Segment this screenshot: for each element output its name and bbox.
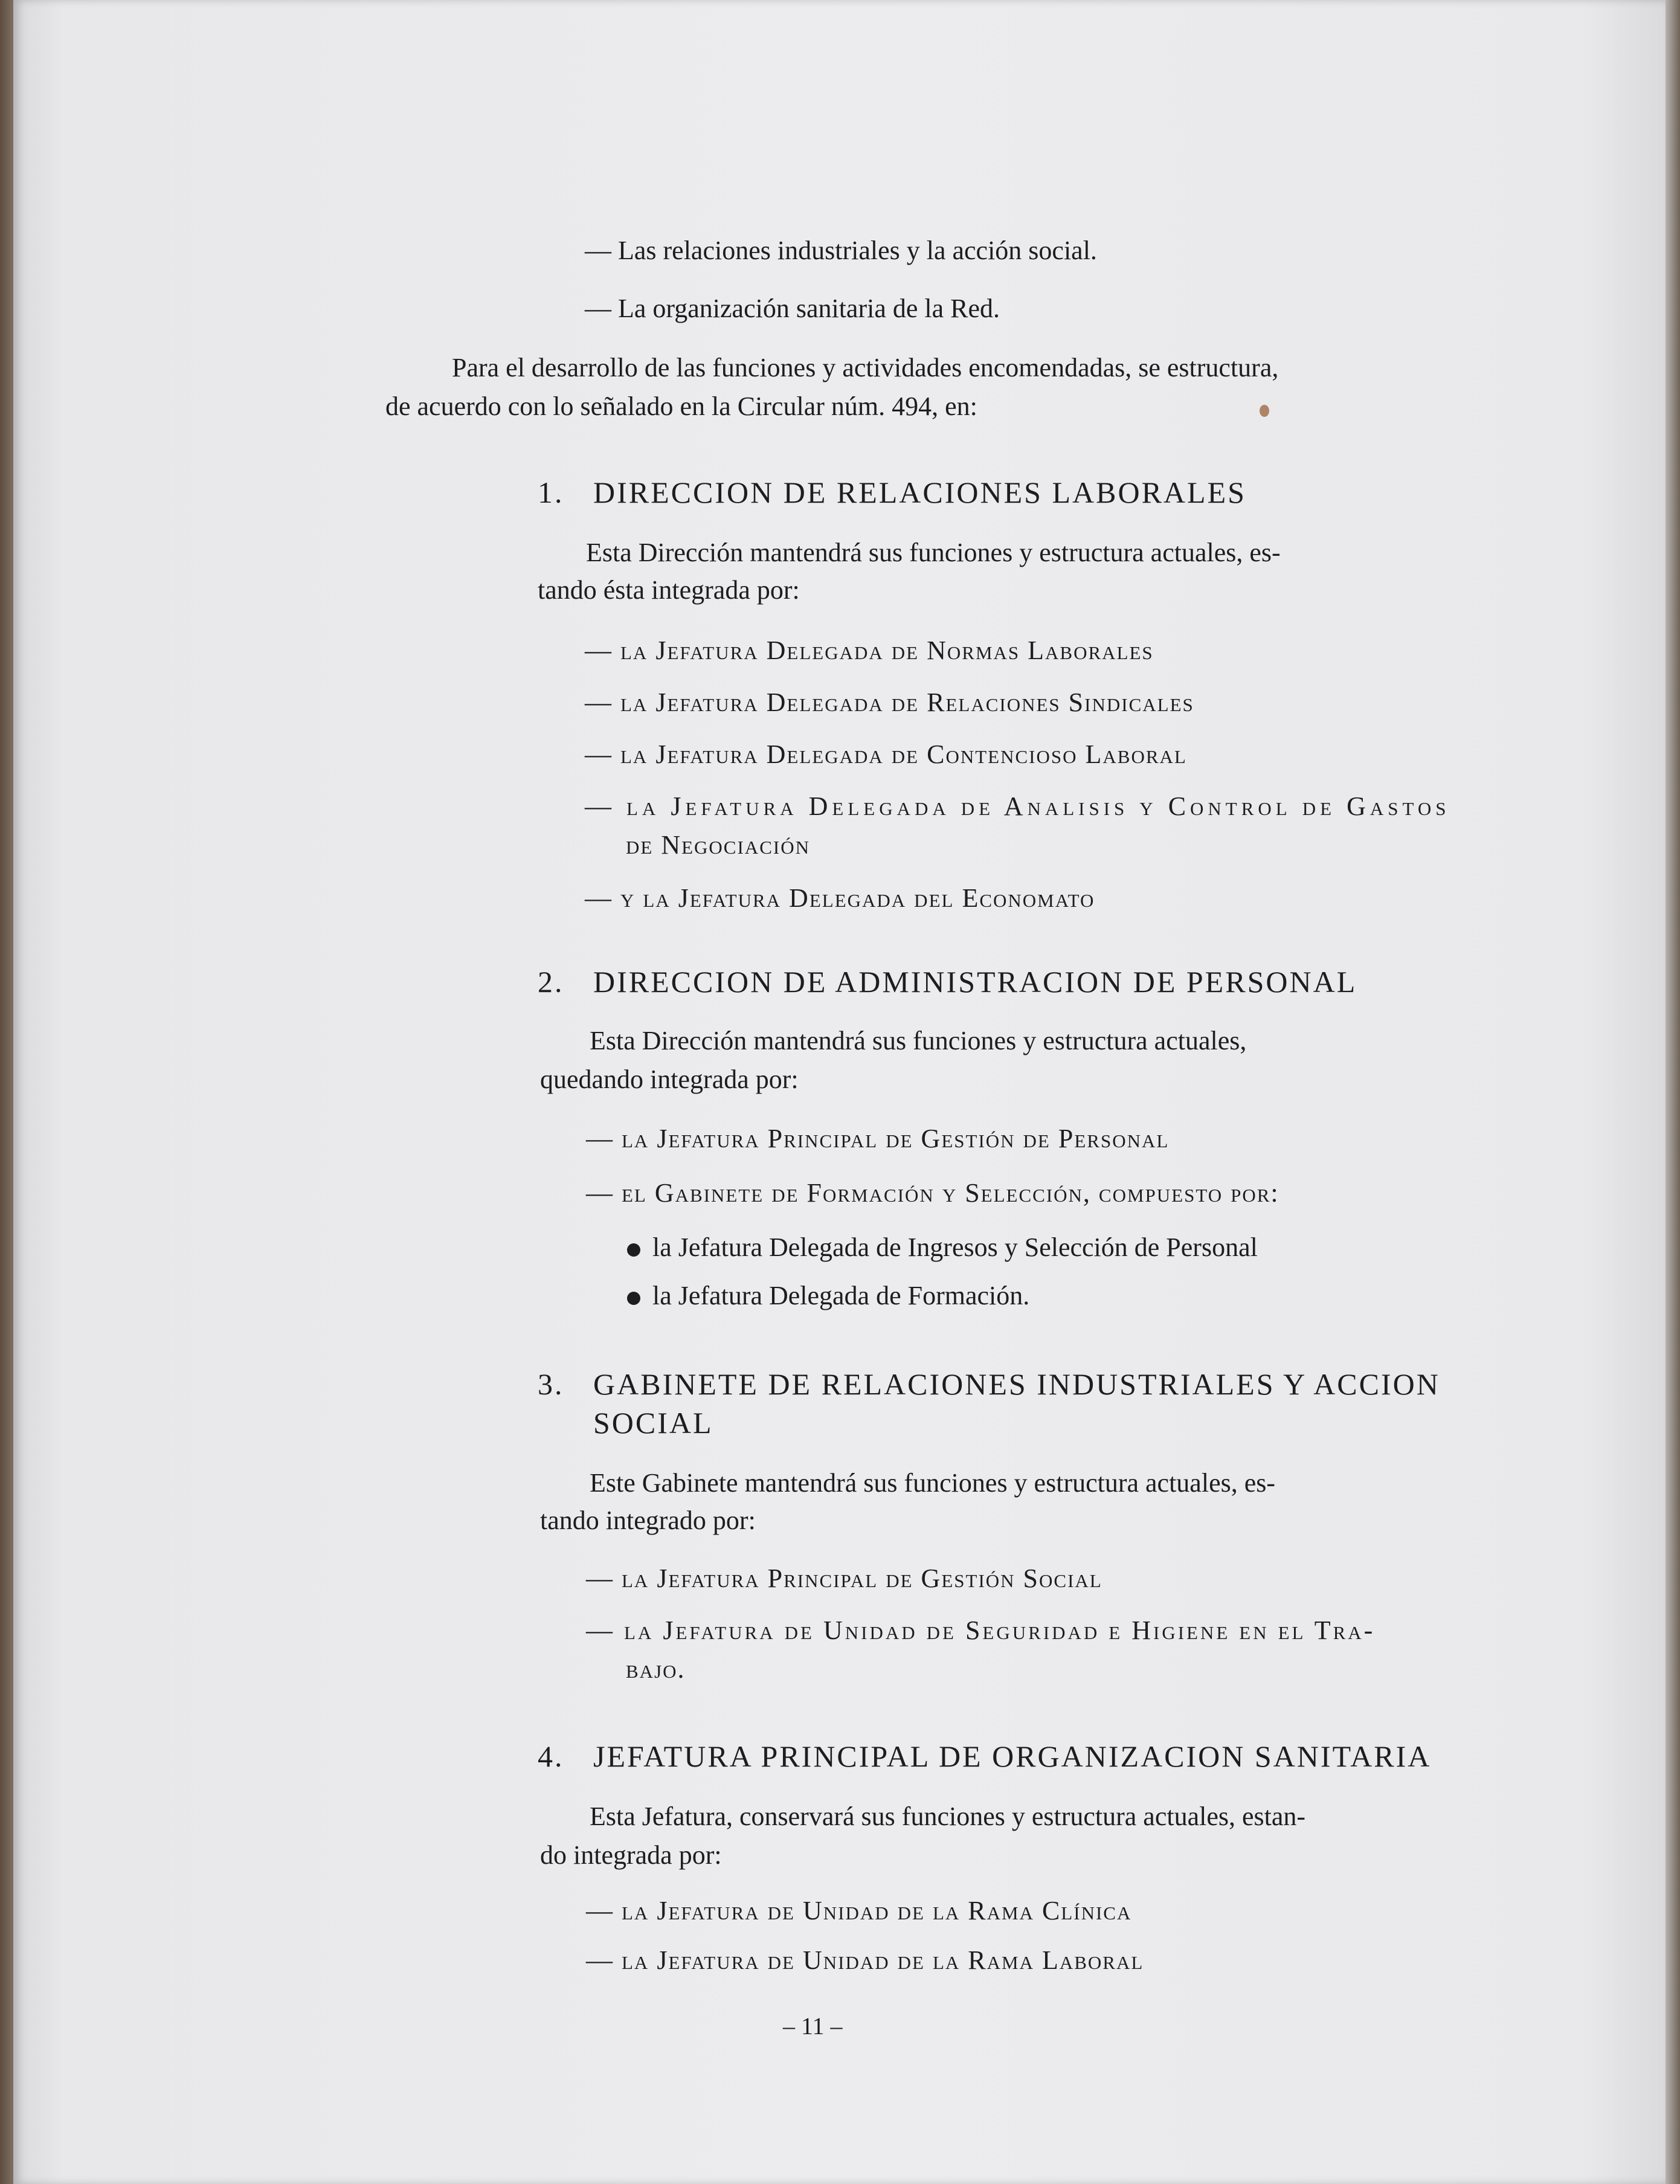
section-heading [538, 476, 1246, 509]
list-item-continuation: bajo. [626, 1654, 686, 1684]
bullet-icon [627, 1292, 640, 1305]
section-paragraph-line: Esta Dirección mantendrá sus funciones y estructura actuales, [590, 1026, 1247, 1055]
list-item: — la Jefatura Delegada de Relaciones Sindicales [585, 688, 1194, 717]
intro-item: — La organización sanitaria de la Red. [585, 294, 1000, 323]
sub-list-item [627, 1231, 1258, 1264]
list-item-continuation: de Negociación [626, 830, 810, 860]
page-edge [1666, 0, 1680, 2184]
section-title: JEFATURA PRINCIPAL DE ORGANIZACION SANITARIA [593, 1739, 1432, 1773]
section-number: 4. [538, 1739, 564, 1773]
section-number: 2. [538, 965, 564, 999]
section-paragraph-line: tando integrado por: [540, 1506, 756, 1535]
section-title: GABINETE DE RELACIONES INDUSTRIALES Y ACCION [593, 1367, 1440, 1401]
section-paragraph-line: Este Gabinete mantendrá sus funciones y estructura actuales, es- [590, 1468, 1276, 1498]
sub-list-item-text: la Jefatura Delegada de Ingresos y Selección de Personal [652, 1232, 1258, 1262]
sub-list-item [627, 1280, 1029, 1312]
list-item: — y la Jefatura Delegada del Economato [585, 883, 1095, 913]
list-item: — la Jefatura Principal de Gestión de Personal [586, 1124, 1170, 1153]
list-item: — la Jefatura Delegada de Contencioso Laboral [585, 739, 1187, 769]
section-paragraph-line: Esta Jefatura, conservará sus funciones y estructura actuales, estan- [590, 1802, 1306, 1831]
list-item: — el Gabinete de Formación y Selección, compuesto por: [586, 1178, 1279, 1208]
sub-list-item-text: la Jefatura Delegada de Formación. [652, 1281, 1030, 1310]
section-paragraph-line: tando ésta integrada por: [538, 575, 800, 605]
intro-item: — Las relaciones industriales y la acción social. [585, 236, 1097, 265]
list-item: — la Jefatura de Unidad de la Rama Clínica [586, 1896, 1132, 1925]
section-heading [538, 1368, 1440, 1400]
section-title: DIRECCION DE ADMINISTRACION DE PERSONAL [593, 965, 1357, 999]
paper-stain [1260, 405, 1269, 417]
list-item: — la Jefatura Delegada de Analisis y Control de Gastos [585, 791, 1450, 821]
bullet-icon [627, 1243, 640, 1257]
intro-paragraph-line: de acuerdo con lo señalado en la Circular núm. 494, en: [385, 391, 977, 421]
list-item: — la Jefatura de Unidad de la Rama Laboral [586, 1945, 1144, 1975]
list-item: — la Jefatura Delegada de Normas Laborales [585, 636, 1154, 665]
section-paragraph-line: Esta Dirección mantendrá sus funciones y estructura actuales, es- [586, 538, 1281, 567]
list-item: — la Jefatura Principal de Gestión Social [586, 1564, 1102, 1593]
intro-paragraph-line: Para el desarrollo de las funciones y actividades encomendadas, se estructura, [452, 353, 1279, 382]
section-title: DIRECCION DE RELACIONES LABORALES [593, 475, 1246, 509]
section-paragraph-line: quedando integrada por: [540, 1065, 799, 1094]
section-heading [538, 1740, 1431, 1773]
document-page [13, 0, 1666, 2184]
section-number: 3. [538, 1367, 564, 1401]
page-number: – 11 – [783, 2012, 843, 2040]
section-heading [538, 965, 1357, 998]
section-title-continuation: SOCIAL [593, 1406, 713, 1440]
section-number: 1. [538, 475, 564, 509]
section-paragraph-line: do integrada por: [540, 1840, 722, 1870]
list-item: — la Jefatura de Unidad de Seguridad e Higiene en el Tra- [586, 1615, 1376, 1645]
